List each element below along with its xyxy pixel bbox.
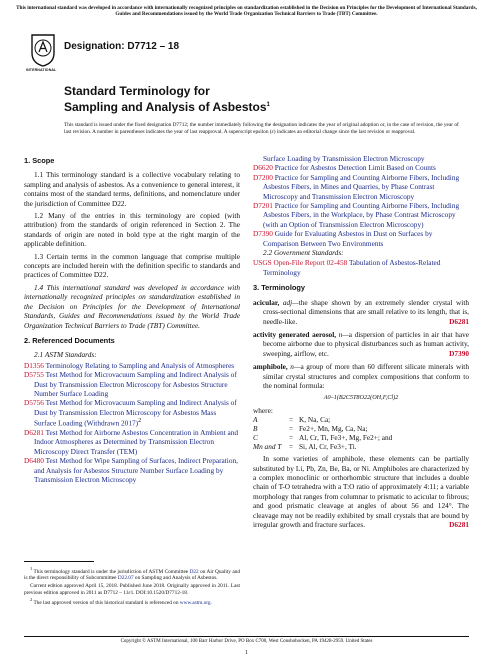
scope-heading: 1. Scope (24, 156, 55, 165)
term-amphibole: amphibole, n—a group of more than 60 different silicate minerals with similar crystal structures and complex compositions that conform to the nominal formula: (253, 362, 469, 390)
right-column (253, 154, 469, 532)
source-d6281-amphibole[interactable]: D6281 (449, 520, 469, 529)
ref-d5755[interactable]: D5755 Test Method for Microvacuum Sampling and Indirect Analysis of Dust by Transmission Electron Microscopy for Asbestos Structure Number Surface Loading (24, 370, 237, 398)
scope-1-1: 1.1 This terminology standard is a collective vocabulary relating to sampling and analysis of asbestos. As a convenience to general interest, it contains most of the standard terms, definitions, and nomenclature under the jurisdiction of Committee D22. (24, 170, 240, 208)
page-title (64, 84, 424, 114)
footnote-divider (24, 561, 94, 562)
wto-notice: This international standard was developed in accordance with internationally recognized principles on standardization established in the Decision on Principles for the Development of International Standards, Guides and Recommendations issued by the World Trade Organization Technical Barriers to Trade (TBT) Committee. (16, 5, 477, 18)
scope-1-2: 1.2 Many of the entries in this terminology are copied (with attribution) from the standards of origin referenced in Section 2. The standards of origin are noted in bold type at the right margin of the applicable definition. (24, 211, 240, 249)
ref-d5756[interactable]: D5756 Test Method for Microvacuum Sampling and Indirect Analysis of Dust by Transmission Electron Microscopy for Asbestos Mass Surface Loading (Withdrawn 2017)$^2$ (24, 398, 237, 428)
ref-d1356[interactable]: D1356 Terminology Relating to Sampling and Analysis of Atmospheres (24, 360, 235, 370)
term-activity-generated-aerosol: activity generated aerosol, n—a dispersion of particles in air that have become airborne due to physical disturbances such as human activity, sweeping, airflow, etc. D7390 (253, 329, 470, 358)
left-column (24, 156, 240, 484)
terminology-heading: 3. Terminology (253, 283, 306, 293)
astm-logo-icon (30, 33, 56, 67)
link-d22-07[interactable]: D22.07 (117, 575, 134, 582)
designation (64, 41, 179, 52)
issuance-boilerplate: This standard is issued under the fixed designation D7712; the number immediately following the designation indicates the year of original adoption or, in the case of revision, the year of last revision. A number in parentheses indicates the year of last reapproval. A superscript epsilon (ε) indicates an editorial change since the last revision or reapproval. (64, 122, 459, 135)
title-footnote-mark[interactable]: 1 (266, 102, 270, 108)
ref-d7200[interactable]: D7200 Practice for Sampling and Counting Airborne Fibers, Including Asbestos Fibers, in Mines and Quarries, by Phase Contrast Microscopy and Transmission Electron Microscopy (253, 172, 460, 201)
footnotes (24, 566, 240, 608)
referenced-documents-heading: 2. Referenced Documents (24, 335, 115, 345)
where-label: where: (253, 405, 273, 415)
title-line-2: Sampling and Analysis of Asbestos (64, 100, 267, 114)
footnote-1-edition: Current edition approved April 15, 2018. Published June 2018. Originally approved in 2011. Last previous edition approved in 2011 as D7712 – 11ε1. DOI:10.1520/D7712-18. (24, 582, 240, 596)
link-astm-org[interactable]: www.astm.org (179, 599, 211, 606)
term-acicular: acicular, adj—the shape shown by an extremely slender crystal with cross-sectional dimensions that are small relative to its length, that is, needle-like. D6281 (253, 297, 469, 326)
logo-wordmark: INTERNATIONAL (26, 68, 57, 72)
ref-d6281[interactable]: D6281 Test Method for Airborne Asbestos Concentration in Ambient and Indoor Atmospheres as Determined by Transmission Electron Microscopy Direct Transfer (TEM) (24, 427, 238, 456)
scope-1-3: 1.3 Certain terms in the common language that comprise multiple concepts are included herein with the definition specific to standards and practices of Committee D22. (24, 251, 240, 280)
government-standards-heading: 2.2 Government Standards: (263, 248, 344, 258)
link-d22[interactable]: D22 (189, 568, 199, 575)
source-d7390[interactable]: D7390 (449, 348, 469, 358)
amphibole-description: In some varieties of amphibole, these elements can be partially substituted by Li, Pb, Zn, Be, Ba, or Ni. Amphiboles are characterized by a complex monoclinic or orthorhombic structure that includes a double chain of T-O tetrahedra with a T:O ratio of approximately 4:11; a variable morphology that ranges from columnar to prismatic to acicular to fibrous; and good prismatic cleavage at angles of about 56 and 124°. The cleavage may not be readily exhibited by small crystals that are bound by irregular growth and fracture surfaces. D6281 (253, 454, 469, 529)
source-d6281[interactable]: D6281 (449, 316, 469, 326)
ref-d6620[interactable]: D6620 Practice for Asbestos Detection Limit Based on Counts (253, 163, 436, 173)
ref-d6480-continued: Surface Loading by Transmission Electron Microscopy (263, 154, 425, 163)
scope-1-4: 1.4 This international standard was developed in accordance with internationally recognized principles on standardization established in the Decision on Principles for the Development of International Standards, Guides and Recommendations issued by the World Trade Organization Technical Barriers to Trade (TBT) Committee. (24, 282, 240, 330)
footer-divider (24, 636, 469, 637)
footnote-1: $^1$ This terminology standard is under the jurisdiction of ASTM Committee D22 on Air Quality and is the direct responsibility of Subcommittee D22.07 on Sampling and Analysis of Asbestos. (24, 566, 240, 582)
ref-usgs[interactable]: USGS Open-File Report 02-458 Tabulation of Asbestos-Related Terminology (253, 258, 441, 277)
title-line-1: Standard Terminology for (64, 84, 210, 98)
ref-d6480[interactable]: D6480 Test Method for Wipe Sampling of Surfaces, Indirect Preparation, and Analysis for Asbestos Structure Number Surface Loading by Transmission Electron Microscopy (24, 456, 238, 485)
formula-variables: A = K, Na, Ca; B = Fe2+, Mn, Mg, Ca, Na; C = Al, Cr, Ti, Fe3+, Mg, Fe2+; and Mn and T = Si, Al, Cr, Fe3+, Ti. (253, 415, 393, 452)
page-number: 1 (245, 650, 248, 656)
designation-label: Designation: D7712 – 18 (64, 41, 180, 52)
ref-d7390[interactable]: D7390 Guide for Evaluating Asbestos in Dust on Surfaces by Comparison Between Two Environments (253, 229, 433, 248)
copyright: Copyright © ASTM International, 100 Barr Harbor Drive, PO Box C700, West Conshohocken, PA 19428-2959. United States (120, 639, 373, 644)
footnote-2: $^2$ The last approved version of this historical standard is referenced on www.astm.org. (30, 597, 212, 606)
ref-d7201[interactable]: D7201 Practice for Sampling and Counting Airborne Fibers, Including Asbestos Fibers, in the Workplace, by Phase Contrast Microscopy (with an Option of Transmission Electron Microscopy) (253, 201, 460, 229)
amphibole-formula: A0–1(B2C5T8O22(OH,F,Cl)2 (323, 394, 399, 402)
astm-standards-heading: 2.1 ASTM Standards: (34, 350, 97, 360)
